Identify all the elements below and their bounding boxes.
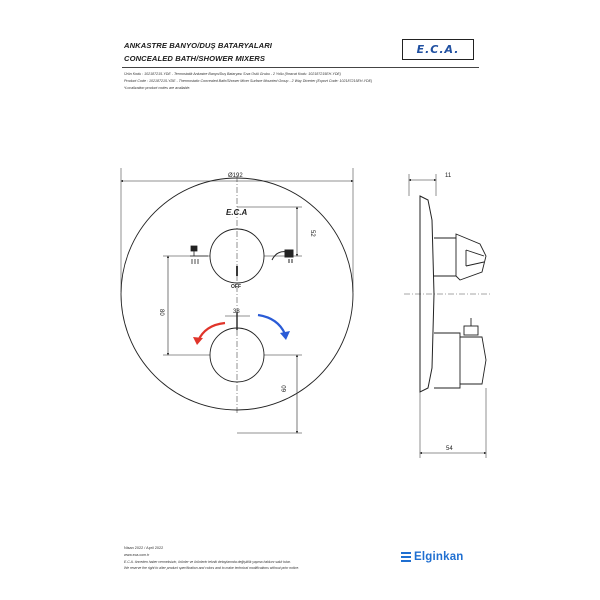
title-en: CONCEALED BATH/SHOWER MIXERS: [124, 54, 266, 63]
plate-logo: E.C.A: [226, 208, 248, 217]
hand-shower-icon: [272, 250, 293, 263]
off-label: OFF: [231, 284, 241, 290]
eca-logo-text: E.C.A.: [416, 43, 460, 56]
dim-diameter-label: Ø192: [228, 173, 243, 179]
localization-note: *Localization product codes are available.: [124, 86, 191, 90]
side-diverter-handle: [434, 234, 486, 280]
footer-note-en: We reserve the right to alter product specification and colors and to make technical modifications without prior notice.: [124, 566, 300, 570]
dim-11-label: 11: [445, 173, 452, 179]
product-code-tr: Ürün Kodu : 102187215-YDE - Termostatik Ankastre Banyo/Duş Bataryası Sıva Üstü Grubu - 2 Yollu (İhracat Kodu: 102187215EH-YDE): [124, 72, 342, 76]
footer-date: Nisan 2022 / April 2022: [124, 546, 164, 550]
hot-arrow-head: [193, 337, 203, 345]
side-view: [404, 174, 490, 458]
dim-80-label: 80: [158, 309, 164, 316]
dim-38-label: 38: [233, 309, 240, 315]
elginkan-text: Elginkan: [414, 551, 464, 563]
title-tr: ANKASTRE BANYO/DUŞ BATARYALARI: [124, 41, 272, 50]
cold-arrow: [258, 315, 285, 334]
footer-note-tr: E.C.A. önceden haber vermeksizin, ürünler ve ürünlerin teknik detaylarında değişiklik yapma hakkını saklı tutar.: [124, 560, 291, 564]
dim-60-label: 60: [282, 385, 288, 392]
elginkan-mark-icon: [401, 552, 411, 562]
safety-stop-button: [464, 326, 478, 335]
dim-52-label: 52: [309, 230, 315, 237]
product-code-en: Product Code : 102187215-YDE - Thermostatic Concealed Bath/Shower Mixer Surface Mounted Group - 2 Way Diverter (Export Code: 102187215EH-YDE): [124, 79, 373, 83]
elginkan-logo: [401, 549, 464, 565]
cold-arrow-head: [280, 331, 290, 340]
footer-website[interactable]: www.eca.com.tr: [124, 553, 150, 557]
bath-spout-icon: [190, 246, 208, 264]
dim-54-label: 54: [446, 446, 453, 452]
